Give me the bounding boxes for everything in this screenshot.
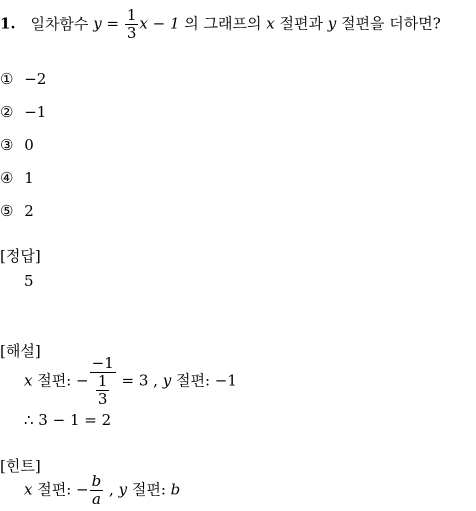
question-number: 1. <box>0 14 16 33</box>
explanation-eq-result: = 3 , <box>121 371 158 390</box>
question-var-y2: y <box>327 14 337 33</box>
hint-y-var: y <box>118 480 128 499</box>
choice-value: −1 <box>24 103 47 121</box>
choice-marker: ① <box>0 70 14 88</box>
hint-fraction <box>90 474 104 507</box>
question-text-before: 일차함수 <box>30 14 89 33</box>
question-text-end: 절편을 더하면? <box>341 14 441 33</box>
choice-value: 2 <box>24 202 34 220</box>
hint-line <box>24 474 180 507</box>
choice-marker: ④ <box>0 169 14 187</box>
hint-fraction-denominator: a <box>90 490 104 507</box>
question-text-mid1: 의 그래프의 <box>184 14 262 33</box>
question-expr-after: x − 1 <box>139 14 180 33</box>
explanation-y-text: 절편: −1 <box>176 371 237 390</box>
choice-marker: ⑤ <box>0 202 14 220</box>
choice-5 <box>0 202 34 220</box>
hint-y-val: b <box>170 480 181 499</box>
choice-value: 1 <box>24 169 34 187</box>
explanation-x-text: 절편: − <box>37 371 89 390</box>
explanation-label: [해설] <box>0 342 41 360</box>
explanation-outer-denominator <box>90 372 116 407</box>
choice-value: −2 <box>24 70 47 88</box>
question-text-mid2: 절편과 <box>279 14 323 33</box>
explanation-line2: ∴ 3 − 1 = 2 <box>24 411 112 429</box>
explanation-y-var: y <box>162 371 172 390</box>
choice-marker: ② <box>0 103 14 121</box>
question-var-x: x <box>266 14 275 33</box>
question-var-y: y <box>93 14 102 33</box>
explanation-inner-fraction <box>96 374 110 407</box>
hint-sep: , <box>109 480 114 499</box>
explanation-outer-numerator: −1 <box>91 354 114 372</box>
hint-fraction-numerator: b <box>91 472 102 490</box>
explanation-x-var: x <box>24 371 33 390</box>
answer-value: 5 <box>24 272 34 290</box>
question-fraction-numerator: 1 <box>126 6 137 24</box>
question-equals: = <box>106 14 120 33</box>
hint-x-var: x <box>24 480 33 499</box>
explanation-line1 <box>24 356 237 407</box>
hint-x-text: 절편: − <box>37 480 89 499</box>
explanation-inner-numerator: 1 <box>97 372 108 390</box>
question-fraction <box>125 8 139 41</box>
choice-value: 0 <box>24 136 34 154</box>
choice-1 <box>0 70 46 88</box>
choice-2 <box>0 103 46 121</box>
explanation-outer-fraction <box>90 356 116 407</box>
choice-marker: ③ <box>0 136 14 154</box>
hint-y-text: 절편: <box>131 480 166 499</box>
hint-label: [힌트] <box>0 457 41 475</box>
explanation-inner-denominator: 3 <box>97 390 108 408</box>
choice-3 <box>0 136 34 154</box>
question-line <box>0 8 441 41</box>
question-fraction-denominator: 3 <box>126 24 137 42</box>
choice-4 <box>0 169 34 187</box>
answer-label: [정답] <box>0 247 41 265</box>
